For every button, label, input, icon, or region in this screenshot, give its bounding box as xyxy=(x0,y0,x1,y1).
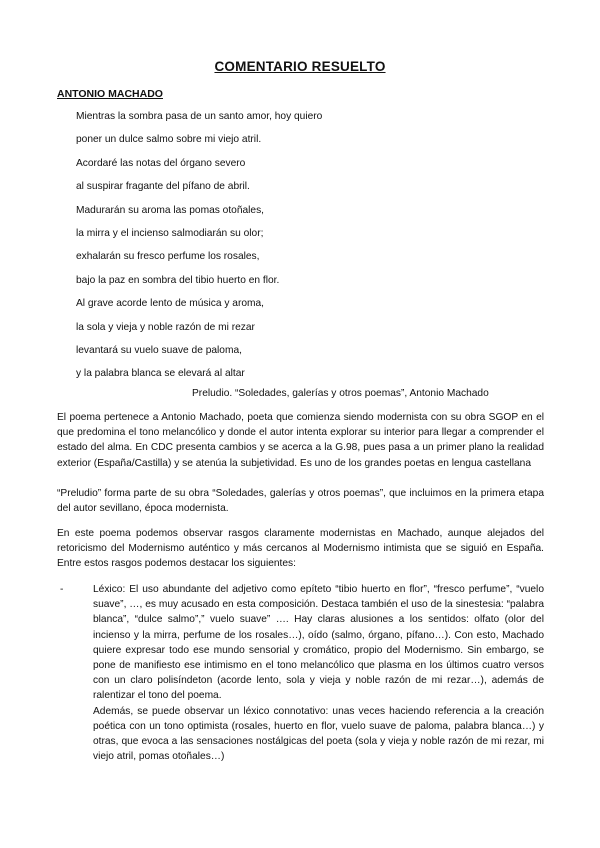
paragraph-preludio: “Preludio” forma parte de su obra “Soledades, galerías y otros poemas”, que incluimos en la primera etapa del autor sevillano, época modernista. xyxy=(57,488,544,515)
list-item xyxy=(93,582,544,764)
author-heading: ANTONIO MACHADO xyxy=(57,88,163,100)
poem-line: levantará su vuelo suave de paloma, xyxy=(76,344,242,356)
poem-line: Al grave acorde lento de música y aroma, xyxy=(76,298,264,310)
poem-line: bajo la paz en sombra del tibio huerto en flor. xyxy=(76,274,280,286)
paragraph-intro: El poema pertenece a Antonio Machado, poeta que comienza siendo modernista con su obra SGOP en el que predomina el tono melancólico y donde el autor intenta explorar su interior para llegar a comprender el estado del alma. En CDC presenta cambios y se acerca a la G.98, pues pasa a un primer plano la realidad exterior (España/Castilla) y se atenúa la subjetividad. Es uno de los grandes poetas en lengua castellana xyxy=(57,412,544,469)
paragraph-rasgos: En este poema podemos observar rasgos claramente modernistas en Machado, aunque alejados del retoricismo del Modernismo auténtico y más cercanos al Modernismo intimista que se siguió en España. Entre estos rasgos podemos destacar los siguientes: xyxy=(57,528,544,570)
poem-line: Mientras la sombra pasa de un santo amor, hoy quiero xyxy=(76,111,323,122)
poem-line: exhalarán su fresco perfume los rosales, xyxy=(76,251,260,263)
list-bullet: - xyxy=(60,584,64,595)
page-title: COMENTARIO RESUELTO xyxy=(214,59,386,74)
poem-line: y la palabra blanca se elevará al altar xyxy=(76,368,245,380)
poem-line: la sola y vieja y noble razón de mi rezar xyxy=(76,321,255,333)
poem-line: poner un dulce salmo sobre mi viejo atril. xyxy=(76,134,262,146)
poem-line: al suspirar fragante del pífano de abril. xyxy=(76,181,250,193)
poem-line: Madurarán su aroma las pomas otoñales, xyxy=(76,204,265,216)
list-item-lexico: Léxico: El uso abundante del adjetivo como epíteto “tibio huerto en flor”, “fresco perfume”, “vuelo suave”, …, es muy acusado en esta composición. Destaca también el uso de la sinestesia: “palabra blanca”, “dulce salmo”,” vuelo suave” …. Hay claras alusiones a los sentidos: olfato (olor del incienso y la mirra, perfume de los rosales…), oído (salmo, órgano, pífano…). Con esto, Machado quiere expresar todo ese mundo sensorial y cromático, propio del Modernismo. Sin embargo, se pone de manifiesto ese intimismo en el tono melancólico que plasma en los últimos cuatro versos con un claro polisíndeton (acorde lento, sola y vieja y noble razón de mi rezar…), además de ralentizar el tono del poema. xyxy=(93,584,544,702)
poem-credit: Preludio. “Soledades, galerías y otros poemas”, Antonio Machado xyxy=(192,388,489,399)
poem-line: la mirra y el incienso salmodiarán su olor; xyxy=(76,227,264,239)
list-item-connotativo: Además, se puede observar un léxico connotativo: unas veces haciendo referencia a la creación poética con un tono optimista (rosales, huerto en flor, vuelo suave de paloma, palabra blanca…) y otras, que evoca a las sensaciones nostálgicas del poeta (sola y vieja y noble razón de mi rezar, mi viejo atril, pomas otoñales…) xyxy=(93,705,544,763)
poem xyxy=(76,110,322,391)
poem-line: Acordaré las notas del órgano severo xyxy=(76,157,246,169)
